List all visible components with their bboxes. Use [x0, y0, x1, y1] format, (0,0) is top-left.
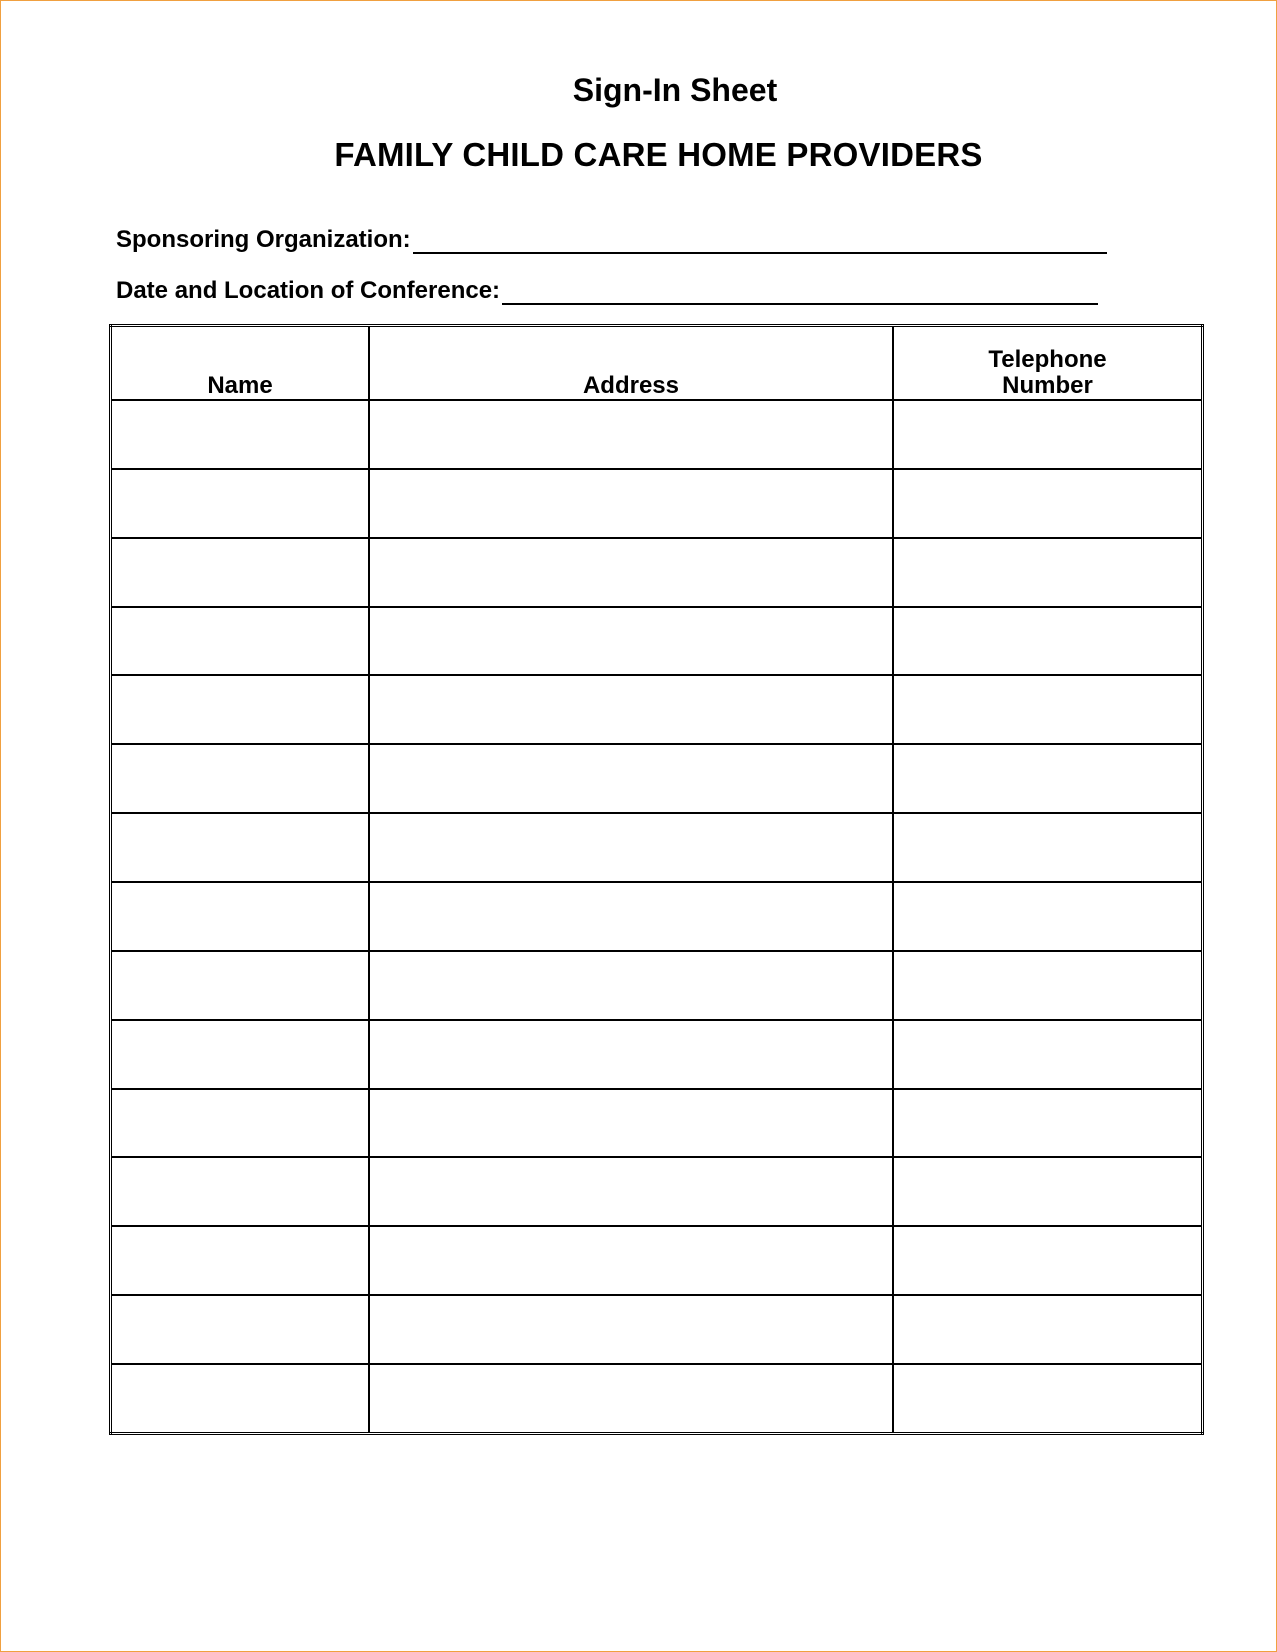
address-cell[interactable]	[369, 1157, 893, 1226]
telephone-cell[interactable]	[893, 675, 1203, 744]
name-cell[interactable]	[111, 607, 370, 676]
address-cell[interactable]	[369, 1295, 893, 1364]
column-header-telephone-line2: Number	[1002, 372, 1093, 399]
column-header-name-label: Name	[207, 372, 273, 399]
name-cell[interactable]	[111, 1364, 370, 1433]
name-cell[interactable]	[111, 1157, 370, 1226]
telephone-cell[interactable]	[893, 951, 1203, 1020]
name-cell[interactable]	[111, 1226, 370, 1295]
table-row	[111, 469, 1203, 538]
table-row	[111, 1020, 1203, 1089]
address-cell[interactable]	[369, 1020, 893, 1089]
telephone-cell[interactable]	[893, 538, 1203, 607]
table-row	[111, 951, 1203, 1020]
sign-in-table	[109, 324, 1204, 1435]
telephone-cell[interactable]	[893, 882, 1203, 951]
date-location-blank[interactable]	[502, 281, 1098, 305]
address-cell[interactable]	[369, 675, 893, 744]
address-cell[interactable]	[369, 538, 893, 607]
column-header-name	[111, 326, 370, 401]
address-cell[interactable]	[369, 1089, 893, 1158]
telephone-cell[interactable]	[893, 1089, 1203, 1158]
table-row	[111, 1295, 1203, 1364]
table-row	[111, 675, 1203, 744]
table-row	[111, 1364, 1203, 1433]
name-cell[interactable]	[111, 882, 370, 951]
name-cell[interactable]	[111, 400, 370, 469]
name-cell[interactable]	[111, 744, 370, 813]
table-header-row	[111, 326, 1203, 401]
address-cell[interactable]	[369, 813, 893, 882]
telephone-cell[interactable]	[893, 813, 1203, 882]
table-body	[111, 400, 1203, 1434]
telephone-cell[interactable]	[893, 744, 1203, 813]
telephone-cell[interactable]	[893, 1295, 1203, 1364]
name-cell[interactable]	[111, 951, 370, 1020]
sponsoring-organization-label: Sponsoring Organization:	[116, 226, 411, 253]
telephone-cell[interactable]	[893, 1364, 1203, 1433]
address-cell[interactable]	[369, 882, 893, 951]
name-cell[interactable]	[111, 469, 370, 538]
telephone-cell[interactable]	[893, 1157, 1203, 1226]
address-cell[interactable]	[369, 1226, 893, 1295]
address-cell[interactable]	[369, 1364, 893, 1433]
sponsoring-organization-blank[interactable]	[413, 230, 1107, 254]
table-row	[111, 882, 1203, 951]
telephone-cell[interactable]	[893, 607, 1203, 676]
name-cell[interactable]	[111, 675, 370, 744]
document-subtitle: FAMILY CHILD CARE HOME PROVIDERS	[334, 136, 983, 173]
table-row	[111, 1157, 1203, 1226]
table-row	[111, 1089, 1203, 1158]
column-header-telephone-line1: Telephone	[988, 346, 1107, 373]
address-cell[interactable]	[369, 469, 893, 538]
date-location-label: Date and Location of Conference:	[116, 277, 501, 304]
address-cell[interactable]	[369, 951, 893, 1020]
address-cell[interactable]	[369, 400, 893, 469]
table-row	[111, 744, 1203, 813]
name-cell[interactable]	[111, 538, 370, 607]
name-cell[interactable]	[111, 1295, 370, 1364]
table-row	[111, 538, 1203, 607]
telephone-cell[interactable]	[893, 1020, 1203, 1089]
sponsoring-organization-field	[116, 226, 1107, 254]
telephone-cell[interactable]	[893, 469, 1203, 538]
column-header-address	[369, 326, 893, 401]
name-cell[interactable]	[111, 813, 370, 882]
address-cell[interactable]	[369, 744, 893, 813]
name-cell[interactable]	[111, 1020, 370, 1089]
table-row	[111, 400, 1203, 469]
date-location-field	[116, 277, 1098, 305]
table-row	[111, 607, 1203, 676]
table-row	[111, 1226, 1203, 1295]
name-cell[interactable]	[111, 1089, 370, 1158]
document-title: Sign-In Sheet	[572, 72, 778, 108]
telephone-cell[interactable]	[893, 1226, 1203, 1295]
column-header-telephone	[893, 326, 1203, 401]
telephone-cell[interactable]	[893, 400, 1203, 469]
table-row	[111, 813, 1203, 882]
column-header-address-label: Address	[582, 372, 680, 399]
address-cell[interactable]	[369, 607, 893, 676]
